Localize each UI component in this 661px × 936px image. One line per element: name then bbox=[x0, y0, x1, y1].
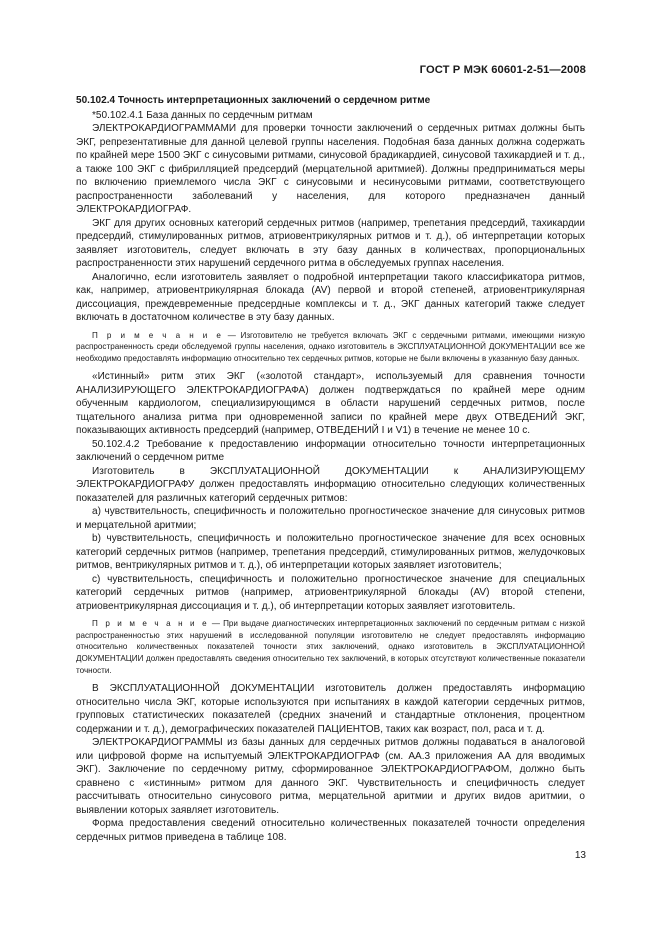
note-1-text: — Изготовителю не требуется включать ЭКГ с сердечными ритмами, имеющими низкую распространенность среди обследуемой группы населения, однако изготовитель в ЭКСПЛУАТАЦИОННОЙ ДОКУМЕНТАЦИИ все же необходимо предоставлять информацию относительно тех сердечных ритмов, которые не были включены в указанную базу данных. bbox=[76, 330, 586, 363]
paragraph-1: ЭЛЕКТРОКАРДИОГРАММАМИ для проверки точности заключений о сердечных ритмах должны быть ЭКГ, репрезентативные для данной целевой группы населения. Подобная база данных должна содержать по крайней мере 1500 ЭКГ с синусовыми ритмами, синусовой брадикардией, синусовой тахикардией и т. д., а также 100 ЭКГ с фибрилляцией предсердий (мерцательной аритмией). Должны предприниматься меры по включению приемлемого числа ЭКГ с синусовыми и несинусовыми ритмами, соответствующего распространенности заболеваний у населения, для которого предназначен данный ЭЛЕКТРОКАРДИОГРАФ. bbox=[76, 123, 585, 215]
paragraph-2: ЭКГ для других основных категорий сердечных ритмов (например, трепетания предсердий, тахикардии предсердий, стимулированных ритмов, атриовентрикулярных ритмов и т. д.), об интерпретации которых заявляет изготовитель, следует включать в эту базу данных в количествах, пропорциональных распространенности этих нарушений сердечного ритма в обследуемых группах населения. bbox=[76, 217, 585, 269]
subsection-heading-1: *50.102.4.1 База данных по сердечным ритмам bbox=[92, 109, 313, 121]
note-2-label: П р и м е ч а н и е bbox=[92, 619, 209, 629]
list-item-c: c) чувствительность, специфичность и положительно прогностическое значение для специальных категорий сердечных ритмов (например, атриовентрикулярной блокады (AV) второй степени, атриовентрикулярная диссоциация и т. д.), об интерпретации которых заявляет изготовитель. bbox=[76, 573, 585, 612]
paragraph-8: Форма предоставления сведений относительно количественных показателей точности определения сердечных ритмов приведена в таблице 108. bbox=[76, 818, 585, 843]
note-1 bbox=[76, 330, 585, 365]
page-number: 13 bbox=[574, 850, 586, 861]
list-item-b: b) чувствительность, специфичность и положительно прогностическое значение для всех основных категорий сердечных ритмов (например, трепетания предсердий, стимулированных ритмов, желудочковых ритмов, вентрикулярных ритмов и т. д.), об интерпретации которых заявляет изготовитель; bbox=[76, 533, 585, 572]
subsection-heading-2: 50.102.4.2 Требование к предоставлению информации относительно точности интерпретационных заключений о сердечном ритме bbox=[76, 438, 585, 464]
paragraph-3: Аналогично, если изготовитель заявляет о подробной интерпретации такого классификатора ритмов, как, например, атриовентрикулярная блокада (AV) первой и второй степеней, атриовентрикулярная диссоциация, преждевременные предсердные комплексы и т. д., ЭКГ данных категорий также следует включать в достаточном количестве в эту базу данных. bbox=[76, 271, 585, 323]
section-title: 50.102.4 Точность интерпретационных заключений о сердечном ритме bbox=[76, 95, 431, 106]
list-item-a: a) чувствительность, специфичность и положительно прогностическое значение для синусовых ритмов и мерцательной аритмии; bbox=[76, 506, 585, 531]
note-1-label: П р и м е ч а н и е bbox=[92, 330, 224, 340]
paragraph-4: «Истинный» ритм этих ЭКГ («золотой стандарт», используемый для сравнения точности АНАЛИЗИРУЮЩЕГО ЭЛЕКТРОКАРДИОГРАФА) должен подтверждаться по крайней мере одним обученным кардиологом, специализирующимся в области нарушений сердечных ритмов, после тщательного анализа ритма при одновременной записи по крайней мере двух ОТВЕДЕНИЙ ЭКГ, показывающих активность предсердий (например, ОТВЕДЕНИЙ I и V1) в течение не менее 10 с. bbox=[76, 371, 585, 437]
paragraph-7: ЭЛЕКТРОКАРДИОГРАММЫ из базы данных для сердечных ритмов должны подаваться в аналоговой или цифровой форме на испытуемый ЭЛЕКТРОКАРДИОГРАФ (см. АА.3 приложения АА для вводимых ЭКГ). Заключение по сердечному ритму, сформированное ЭЛЕКТРОКАРДИОГРАФОМ, должно быть сравнено с «истинным» ритмом для данного ЭКГ. Чувствительность и специфичность следует рассчитывать относительно синусового ритма, мерцательной аритмии и других видов аритмии, о выявлении которых заявляет изготовитель. bbox=[76, 737, 585, 816]
note-2 bbox=[76, 618, 585, 676]
document-header: ГОСТ Р МЭК 60601-2-51—2008 bbox=[419, 64, 586, 76]
note-2-text: — При выдаче диагностических интерпретационных заключений по сердечным ритмам с низкой распространенностью этих нарушений в исследованной популяции изготовителю не следует предоставлять информацию относительно количественных показателей точности этих заключений, однако изготовитель в ЭКСПЛУАТАЦИОННОЙ ДОКУМЕНТАЦИИ должен предоставлять сведения относительно тех заключений, в которых отсутствуют количественные показатели точности. bbox=[76, 619, 585, 675]
document-body bbox=[76, 94, 585, 844]
paragraph-5: Изготовитель в ЭКСПЛУАТАЦИОННОЙ ДОКУМЕНТАЦИИ к АНАЛИЗИРУЮЩЕМУ ЭЛЕКТРОКАРДИОГРАФУ должен предоставлять информацию относительно следующих количественных показателей для различных категорий сердечных ритмов: bbox=[76, 465, 585, 504]
paragraph-6: В ЭКСПЛУАТАЦИОННОЙ ДОКУМЕНТАЦИИ изготовитель должен предоставлять информацию относительно числа ЭКГ, которые используются при испытаниях в каждой категории сердечных ритмов, групповых статистических показателей (средних значений и стандартные отклонения, процентном содержании и т. д.), демографических показателей ПАЦИЕНТОВ, таких как возраст, пол, раса и т. д. bbox=[76, 683, 585, 735]
